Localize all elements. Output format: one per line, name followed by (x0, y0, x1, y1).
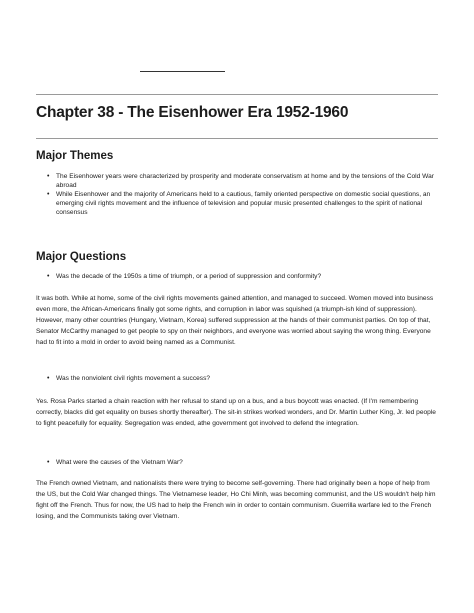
themes-heading: Major Themes (36, 150, 114, 162)
question-list-1 (36, 272, 440, 281)
question-item: • Was the decade of the 1950s a time of triumph, or a period of suppression and conformity? (36, 272, 440, 281)
theme-item: • The Eisenhower years were characterized by prosperity and moderate conservatism at home and by the tensions of the Cold War abroad (36, 172, 440, 190)
answer-paragraph: It was both. While at home, some of the civil rights movements gained attention, and managed to succeed. Women moved into business even more, the African-Americans finally got some rights, and corruption in labor was squished (a triumph-ish kind of suppression). However, many other countries (Hungary, Vietnam, Korea) suffered suppression at the hands of their communist parties. On top of that, Senator McCarthy managed to get people to spy on their neighbors, and everyone was worried about saying the wrong thing. Everyone had to fit into a mold in order to avoid being named as a Communist. (36, 295, 434, 346)
question-item: • What were the causes of the Vietnam War? (36, 458, 440, 467)
theme-item: • While Eisenhower and the majority of Americans held to a cautious, family oriented perspective on domestic social questions, an emerging civil rights movement and the influence of television and popular music presented challenges to the spirit of national consensus (36, 190, 440, 217)
title-rule-top (36, 94, 438, 95)
questions-heading: Major Questions (36, 251, 127, 263)
themes-list (36, 172, 440, 217)
answer-paragraph: Yes. Rosa Parks started a chain reaction with her refusal to stand up on a bus, and a bus boycott was enacted. (If I'm remembering correctly, blacks did get equality on buses shortly thereafter). The sit-in strikes worked wonders, and Dr. Martin Luther King, Jr. led people to fight peacefully for equality. Segregation was ended, athe government got involved to defend the integration. (36, 398, 436, 427)
answer-paragraph: The French owned Vietnam, and nationalists there were trying to become self-governing. There had originally been a hope of help from the US, but the Cold War changed things. The Vietnamese leader, Ho Chi Minh, was becoming communist, and the US wouldn't help him fight off the French. Thus for now, the US had to help the French win in order to contain communism. Guerrilla warfare led to the French losing, and the Communists taking over Vietnam. (36, 480, 436, 520)
question-item: • Was the nonviolent civil rights movement a success? (36, 374, 440, 383)
question-list-3 (36, 458, 440, 467)
chapter-title: Chapter 38 - The Eisenhower Era 1952-1960 (36, 104, 349, 121)
title-rule-bottom (36, 138, 438, 139)
header-mark-line (143, 71, 225, 72)
question-list-2 (36, 374, 440, 383)
